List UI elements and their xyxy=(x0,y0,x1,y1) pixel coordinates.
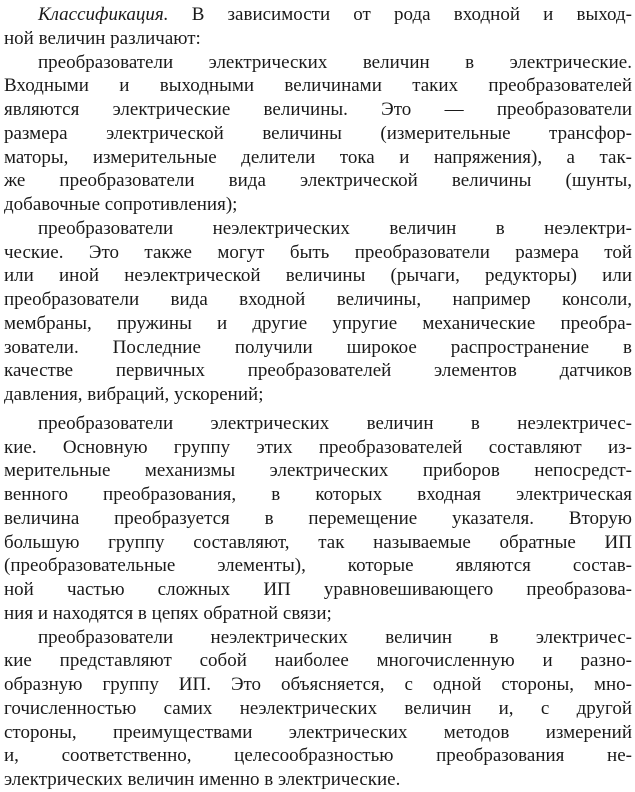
text-line: Входными и выходными величинами таких преобразователей xyxy=(4,75,632,97)
paragraph-nonelectric-to-nonelectric xyxy=(4,217,632,407)
text-line: качестве первичных преобразователей элементов датчиков xyxy=(4,360,632,382)
text-line: (преобразовательные элементы), которые являются состав- xyxy=(4,555,632,577)
text-line: ческие. Это также могут быть преобразователи размера той xyxy=(4,241,632,263)
text-line: гочисленностью самих неэлектрических величин и, с другой xyxy=(4,697,632,719)
text-line: Классификация. В зависимости от рода входной и выход- xyxy=(38,4,632,25)
text-line: мембраны, пружины и другие упругие механические преобра- xyxy=(4,312,632,334)
text-line: зователи. Последние получили широкое распространение в xyxy=(4,336,632,358)
text-line: ной величин различают: xyxy=(4,27,201,49)
text-line: ной частью сложных ИП уравновешивающего преобразова- xyxy=(4,579,632,600)
text-line: образную группу ИП. Это объясняется, с одной стороны, мно- xyxy=(4,674,632,695)
text-line: преобразователи вида входной величины, например консоли, xyxy=(4,289,632,310)
text-line: преобразователи электрических величин в электрические. xyxy=(38,51,632,73)
text-line: или иной неэлектрической величины (рычаги, редукторы) или xyxy=(4,265,632,287)
text-line: величина преобразуется в перемещение указателя. Вторую xyxy=(4,507,632,529)
text-line: же преобразователи вида электрической величины (шунты, xyxy=(4,170,632,192)
text-line: и, соответственно, целесообразностью преобразования не- xyxy=(4,745,632,767)
paragraph-electric-to-electric xyxy=(4,51,632,217)
text-line: венного преобразования, в которых входная электрическая xyxy=(4,484,632,505)
text-line: большую группу составляют, так называемые обратные ИП xyxy=(4,531,632,553)
text-line: преобразователи неэлектрических величин в электричес- xyxy=(38,626,632,648)
text-line: электрических величин именно в электрические. xyxy=(4,769,401,790)
text-line: являются электрические величины. Это — преобразователи xyxy=(4,99,632,120)
text-line: преобразователи электрических величин в неэлектричес- xyxy=(38,412,632,434)
paragraph-classification xyxy=(4,3,632,51)
paragraph-nonelectric-to-electric xyxy=(4,626,632,792)
section-heading: Классификация. xyxy=(38,4,169,25)
text-line: ния и находятся в цепях обратной связи; xyxy=(4,602,332,624)
text-line: давления, вибраций, ускорений; xyxy=(4,384,264,405)
text-line: преобразователи неэлектрических величин в неэлектри- xyxy=(38,217,632,239)
paragraph-electric-to-nonelectric xyxy=(4,412,632,626)
text-line: мерительные механизмы электрических приборов непосредст- xyxy=(4,460,632,482)
text-line: размера электрической величины (измерительные трансфор- xyxy=(4,122,632,144)
text-line: кие. Основную группу этих преобразователей составляют из- xyxy=(4,436,632,458)
text-line: маторы, измерительные делители тока и напряжения), а так- xyxy=(4,146,632,168)
text-line: стороны, преимуществами электрических методов измерений xyxy=(4,721,632,743)
text-line: кие представляют собой наиболее многочисленную и разно- xyxy=(4,650,632,672)
document-page xyxy=(4,3,632,792)
text-line: добавочные сопротивления); xyxy=(4,194,238,215)
